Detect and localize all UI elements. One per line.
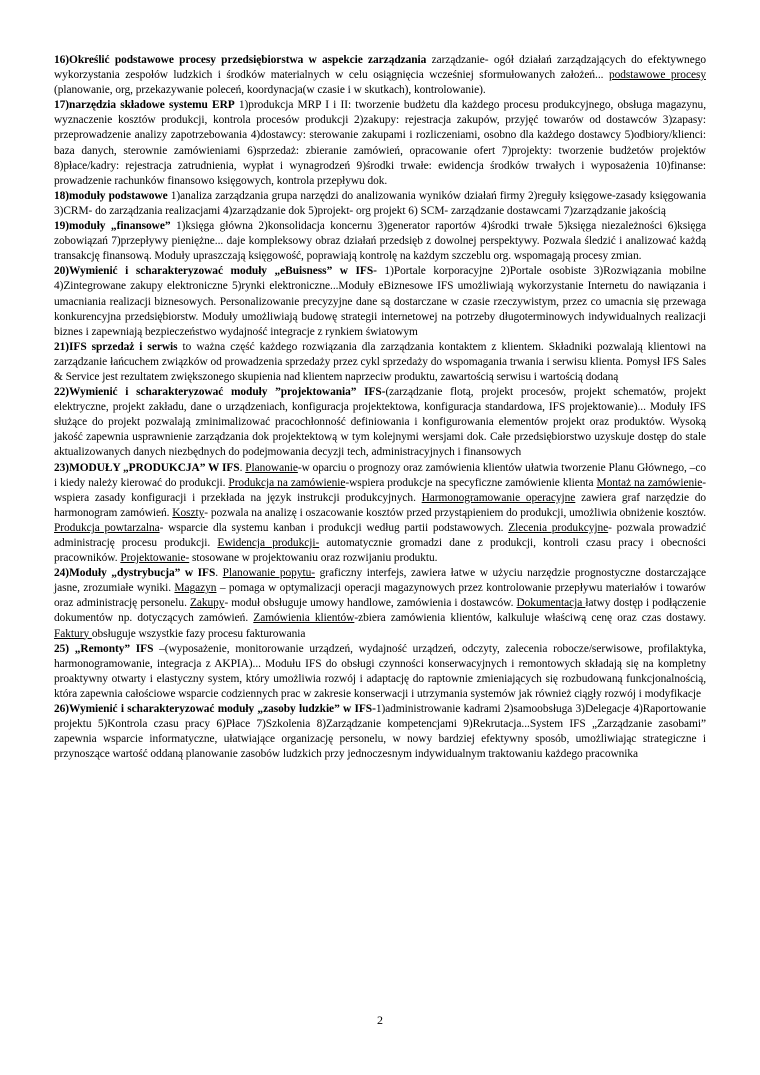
text-run: (planowanie, org, przekazywanie poleceń, koordynacja(w czasie i w skutkach), kontrolowanie). [54, 84, 486, 97]
section-24 [54, 566, 706, 641]
section-20 [54, 264, 706, 339]
text-run: Zlecenia produkcyjne [508, 521, 609, 534]
text-run: – pomaga w optymalizacji operacji magazynowych przez kontrolowanie przepływu materiałów i towarów oraz administrację personelu. [54, 582, 706, 610]
text-run: (zarządzanie flotą, projekt procesów, projekt schematów, projekt elektryczne, projekt zakładu, dane o urządzeniach, konfiguracja projektektowa, konfiguracja standardowa, IFS projektowanie)... Moduły IFS służące do projekt pozwalają zminimalizować pracochłonność definiowania i konfigurowania elementów projekt oraz produktów. Wysoką jakość zapewnia usprawnienie zarządzania dok projektektową w tym kolejnymi wersjami dok. Całe przedsiębiorstwo uzyskuje dostęp do stale aktualizowanych danych niezbędnych do podejmowania decyzji tech, administracyjnych i finansowych [54, 386, 706, 459]
text-run: obsługuje wszystkie fazy procesu fakturowania [91, 627, 306, 640]
text-run: 1)administrowanie kadrami 2)samoobsługa 3)Delegacje 4)Raportowanie projektu 5)Kontrola czasu pracy 6)Płace 7)Szkolenia 8)Zarządzanie kompetencjami 9)Rekrutacja...System IFS „Zarządzanie zasobami” zapewnia wsparcie informatyczne, ułatwiające organizację personelu, w nowy bardziej efektywny sposób, umożliwiając strategiczne i przynoszące wartość oddaną planowanie zasobów ludzkich przy jednoczesnym indywidualnym traktowaniu każdego pracownika [54, 703, 707, 761]
text-run: zarządzanie- ogół działań zarządzających do efektywnego wykorzystania zespołów ludzkich i środków materialnych w celu osiągnięcia wcześniej sformułowanych założeń... [54, 54, 706, 82]
text-run: . [215, 567, 223, 580]
text-run: Faktury [54, 627, 92, 640]
section-17 [54, 98, 706, 189]
text-run: Ewidencja produkcji- [217, 537, 320, 549]
text-run: podstawowe procesy [608, 69, 706, 82]
text-run: -zbiera zamówienia klientów, kalkuluje właściwą cenę oraz czas dostawy. [354, 612, 706, 625]
text-run: 20)Wymienić i scharakteryzować moduły „eBuisness” w IFS- [54, 265, 377, 278]
text-run: 19)moduły „finansowe” [54, 220, 171, 233]
text-run: graficzny interfejs, zawiera łatwe w użyciu narzędzie prognostyczne dostarczające jasne, zrozumiałe wyniki. [54, 567, 706, 595]
text-run: –(wyposażenie, monitorowanie urządzeń, wydajność urządzeń, odczyty, zalecenia robocze/serwisowe, profilaktyka, harmonogramowanie, integracja z AKPIA)... Modułu IFS do obsługi czynności konserwacyjnych i remontowych składają się na kompletny proaktywny otwarty i elastyczny system, który umożliwia rozwój i adaptację do raptownie zmieniających się rozbudowaną funkcjonalnością, która zapewnia całościowe wsparcie codziennych prac w zakresie konserwacji i utrzymania systemów jak również ciągły rozwój i modyfikacje [54, 642, 706, 700]
text-run: -wspiera zasady konfiguracji i przekłada na język instrukcji produkcyjnych. [54, 476, 706, 504]
section-18 [54, 189, 706, 219]
text-run: Produkcja na zamówienie [228, 476, 346, 489]
text-run: - wsparcie dla systemu kanban i produkcji według partii podstawowych. [159, 521, 509, 534]
section-23 [54, 461, 706, 567]
text-run: 25) „Remonty” IFS [54, 642, 154, 655]
text-run: Planowanie [245, 461, 298, 474]
section-25 [54, 642, 706, 702]
text-run: 1)produkcja MRP I i II: tworzenie budżetu dla każdego procesu produkcyjnego, obsługa magazynu, wyznaczenie kosztów produkcji, kontrola procesów produkcji 2)zakupy: rejestracja zakupów, przyjęć towarów od dostawców 3)zapasy: przeprowadzenie analizy zapotrzebowania 4)dostawcy: sterowanie zakupami i rozliczeniami, osobno dla każdego dostawcy 5)odbiory/klienci: baza danych, sterownie zamówieniami 6)sprzedaż: zbieranie zamówień, opracowanie ofert 7)projekty: tworzenie budżetów projektów 8)płace/kadry: rejestracja zatrudnienia, wypłat i wynagrodzeń 9)środki trwałe: ewidencja środków trwałych i wyposażenia 10)finanse: prowadzenie rachunków finansowo księgowych, kontrola przepływu dok. [54, 99, 706, 187]
text-run: 1)Portale korporacyjne 2)Portale osobiste 3)Rozwiązania mobilne 4)Zintegrowane zakupy elektroniczne 5)rynki elektroniczne...Moduły eBiznesowe IFS umożliwiają wykorzystanie Internetu do nawiązania i umacniania realizacji biznesowych. Personalizowanie precyzyjne dane są dostarczane w czasie rzeczywistym, przez co umacnia się przewaga konkurencyjna przedsiębiorstw. Moduły umożliwiają budowę strategii internetowej na potrzeby długoterminowych indywidualnych realizacji biznes i zapewniają bezpieczeństwo wydajność integracje z rynkiem światowym [54, 265, 706, 338]
section-26 [54, 702, 706, 762]
text-run: - moduł obsługuje umowy handlowe, zamówienia i dostawców. [224, 597, 517, 610]
text-run: Zakupy [189, 597, 225, 610]
text-run: Koszty [172, 506, 205, 519]
text-run: Montaż na zamówienie [596, 476, 703, 489]
text-run: -wspiera produkcje na specyficzne zamówienie klienta [345, 476, 597, 489]
section-16 [54, 53, 706, 98]
text-run: Dokumentacja [516, 597, 586, 610]
text-run: Harmonogramowanie operacyjne [421, 491, 576, 504]
text-run: 22)Wymienić i scharakteryzować moduły ”projektowania” IFS- [54, 386, 386, 399]
text-run: - pozwala na analizę i oszacowanie kosztów przed przystąpieniem do produkcji, umożliwia obniżenie kosztów. [204, 506, 706, 519]
text-run: Projektowanie- [120, 552, 190, 565]
text-run: 18)moduły podstawowe [54, 189, 168, 202]
text-run: 23)MODUŁY „PRODUKCJA” W IFS [54, 461, 240, 474]
text-run: stosowane w projektowaniu oraz rozwijaniu produktu. [189, 552, 438, 565]
document-body [54, 53, 706, 762]
text-run: . [239, 461, 246, 474]
text-run: - pozwala prowadzić administrację procesu produkcji. [54, 521, 706, 549]
text-run: 1)księga główna 2)konsolidacja koncernu 3)generator raportów 4)środki trwałe 5)księga niezależności 6)księga zobowiązań 7)przepływy pieniężne... daje kompleksowy obraz działań przedsięb z dowolnej perspektywy. Pozwala śledzić i analizować każdą transakcję finansową. Moduły upraszczają księgowość, poprawiają kontrolę na każdym szczeblu org. wspomagają procesy zmian. [54, 220, 706, 263]
text-run: Zamówienia klientów [253, 612, 355, 625]
section-21 [54, 340, 706, 385]
text-run: 16)Określić podstawowe procesy przedsiębiorstwa w aspekcie zarządzania [54, 54, 427, 66]
text-run: Planowanie popytu- [222, 567, 315, 580]
section-22 [54, 385, 706, 460]
text-run: 21)IFS sprzedaż i serwis [54, 340, 178, 353]
text-run: Produkcja powtarzalna [54, 521, 160, 534]
page-number: 2 [377, 1013, 383, 1027]
text-run: -w oparciu o prognozy oraz zamówienia klientów ułatwia tworzenie Planu Głównego, –co i kiedy należy kierować do produkcji. [54, 461, 706, 489]
text-run: 26)Wymienić i scharakteryzować moduły „zasoby ludzkie” w IFS- [54, 703, 376, 716]
text-run: 1)analiza zarządzania grupa narzędzi do analizowania wyników działań firmy 2)reguły księgowe-zasady księgowania 3)CRM- do zarządzania realizacjami 4)zarządzanie dok 5)projekt- org projekt 6) SCM- zarządzanie dostawcami 7)zarządzanie jakością [54, 189, 706, 217]
text-run: automatycznie gromadzi dane z produkcji, kontroli czasu pracy i obecności pracowników. [54, 537, 706, 565]
text-run: zawiera graf narzędzie do harmonogram zamówień. [54, 491, 706, 519]
text-run: 17)narzędzia składowe systemu ERP [54, 99, 235, 112]
text-run: to ważna część każdego rozwiązania dla zarządzania kontaktem z klientem. Składniki pozwalają klientowi na zarządzanie łańcuchem związków od prowadzenia sprzedaży przez cykl sprzedaży do wspomagania trwania i serwisu klienta. Pomysł IFS Sales & Service jest rezultatem zwiększonego skupienia nad klientem naprzeciw produktu, zawartością serwisu i wartością dodaną [54, 340, 707, 383]
text-run: łatwy dostęp i podłączenie dokumentów np. dotyczących zamówień. [54, 597, 707, 625]
text-run: 24)Moduły „dystrybucja” w IFS [54, 567, 216, 580]
section-19 [54, 219, 706, 264]
text-run: Magazyn [174, 582, 217, 595]
